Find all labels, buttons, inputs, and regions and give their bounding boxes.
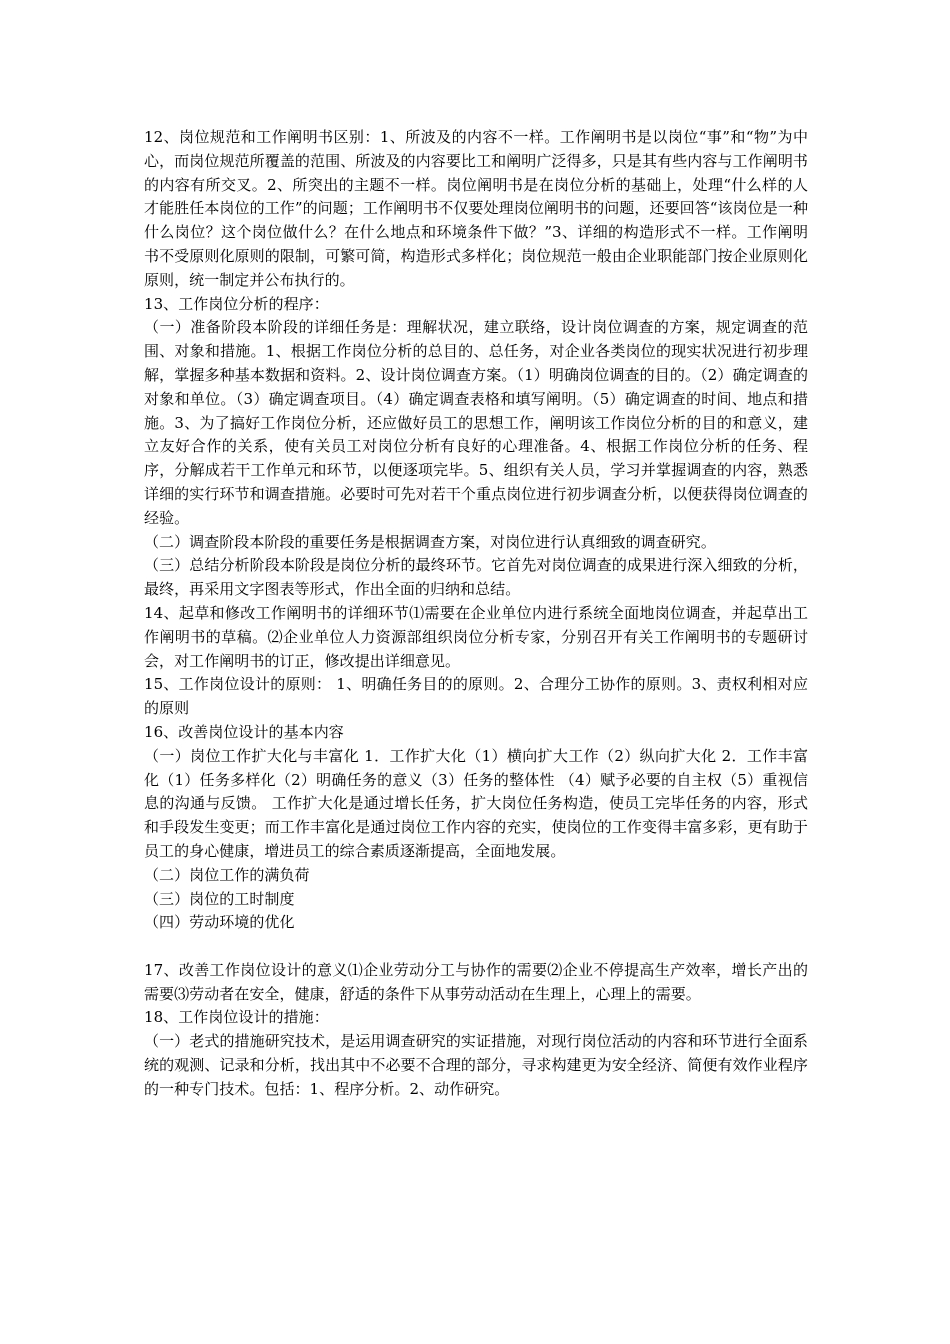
paragraph-15-design-principles: 15、工作岗位设计的原则： 1、明确任务目的的原则。2、合理分工协作的原则。3、责权利相对应的原则 — [144, 675, 808, 718]
paragraph-13-summary-stage: （三）总结分析阶段本阶段是岗位分析的最终环节。它首先对岗位调查的成果进行深入细致的分析，最终，再采用文字图表等形式，作出全面的归纳和总结。 — [144, 556, 808, 599]
paragraph-12-job-spec-vs-job-description: 12、岗位规范和工作阐明书区别：1、所波及的内容不一样。工作阐明书是以岗位“事”和“物”为中心，而岗位规范所覆盖的范围、所波及的内容要比工和阐明广泛得多，只是其有些内容与工作阐明书的内容有所交叉。2、所突出的主题不一样。岗位阐明书是在岗位分析的基础上，处理“什么样的人才能胜任本岗位的工作”的问题；工作阐明书不仅要处理岗位阐明书的问题，还要回答“该岗位是一种什么岗位？这个岗位做什么？在什么地点和环境条件下做？”3、详细的构造形式不一样。工作阐明书不受原则化原则的限制，可繁可简，构造形式多样化；岗位规范一般由企业职能部门按企业原则化原则，统一制定并公布执行的。 — [144, 128, 808, 289]
paragraph-16-enlargement-enrichment: （一）岗位工作扩大化与丰富化 1．工作扩大化（1）横向扩大工作（2）纵向扩大化 2．工作丰富化（1）任务多样化（2）明确任务的意义（3）任务的整体性 （4）赋予必要的自主权（5）重视信息的沟通与反馈。 工作扩大化是通过增长任务，扩大岗位任务构造，使员工完毕任务的内容，形式和手段发生变更；而工作丰富化是通过岗位工作内容的充实，使岗位的工作变得丰富多彩，更有助于员工的身心健康，增进员工的综合素质逐渐提高，全面地发展。 — [144, 746, 808, 860]
paragraph-16-full-load: （二）岗位工作的满负荷 — [144, 865, 310, 884]
paragraph-18-heading: 18、工作岗位设计的措施： — [144, 1008, 329, 1027]
paragraph-16-heading: 16、改善岗位设计的基本内容 — [144, 722, 344, 741]
paragraph-18-method-study: （一）老式的措施研究技术，是运用调查研究的实证措施，对现行岗位活动的内容和环节进行全面系统的观测、记录和分析，找出其中不必要不合理的部分，寻求构建更为安全经济、简便有效作业程序的一种专门技术。包括：1、程序分析。2、动作研究。 — [144, 1032, 808, 1098]
paragraph-14-drafting-steps: 14、起草和修改工作阐明书的详细环节⑴需要在企业单位内进行系统全面地岗位调查，并起草出工作阐明书的草稿。⑵企业单位人力资源部组织岗位分析专家，分别召开有关工作阐明书的专题研讨会，对工作阐明书的订正，修改提出详细意见。 — [144, 603, 808, 670]
paragraph-13-preparation-stage: （一）准备阶段本阶段的详细任务是：理解状况，建立联络，设计岗位调查的方案，规定调查的范围、对象和措施。1、根据工作岗位分析的总目的、总任务，对企业各类岗位的现实状况进行初步理解，掌握多种基本数据和资料。2、设计岗位调查方案。（1）明确岗位调查的目的。（2）确定调查的对象和单位。（3）确定调查项目。（4）确定调查表格和填写阐明。（5）确定调查的时间、地点和措施。3、为了搞好工作岗位分析，还应做好员工的思想工作，阐明该工作岗位分析的目的和意义，建立友好合作的关系，使有关员工对岗位分析有良好的心理准备。4、根据工作岗位分析的任务、程序，分解成若干工作单元和环节，以便逐项完毕。5、组织有关人员，学习并掌握调查的内容，熟悉详细的实行环节和调查措施。必要时可先对若干个重点岗位进行初步调查分析，以便获得岗位调查的经验。 — [144, 318, 808, 527]
paragraph-17-significance: 17、改善工作岗位设计的意义⑴企业劳动分工与协作的需要⑵企业不停提高生产效率，增长产出的需要⑶劳动者在安全，健康，舒适的条件下从事劳动活动在生理上，心理上的需要。 — [144, 960, 808, 1003]
paragraph-16-working-hours: （三）岗位的工时制度 — [144, 889, 295, 908]
blank-line — [144, 935, 808, 959]
paragraph-13-heading: 13、工作岗位分析的程序： — [144, 294, 329, 313]
paragraph-13-investigation-stage: （二）调查阶段本阶段的重要任务是根据调查方案，对岗位进行认真细致的调查研究。 — [144, 532, 716, 551]
paragraph-16-environment: （四）劳动环境的优化 — [144, 913, 295, 932]
document-body — [144, 126, 808, 1102]
